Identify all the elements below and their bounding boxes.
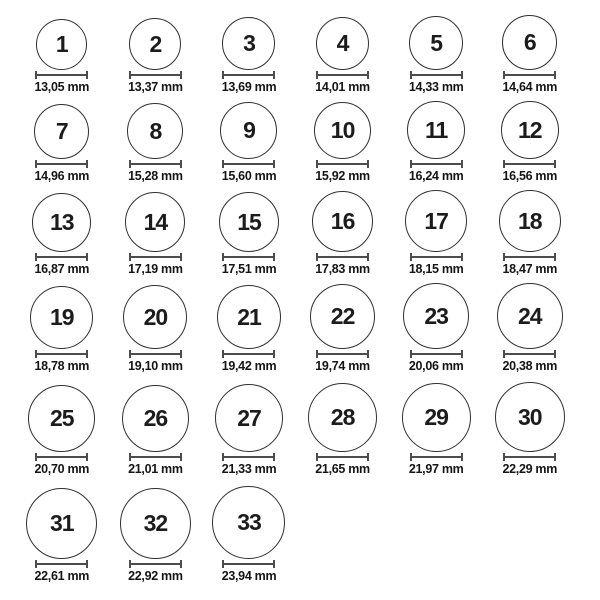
ring-size-number: 28 [330, 404, 355, 430]
ring-size-cell [483, 190, 577, 276]
ring-circle [405, 190, 467, 252]
ring-size-cell [389, 383, 483, 476]
ring-size-number: 15 [237, 208, 261, 235]
ring-size-cell [109, 103, 203, 183]
diameter-label: 16,87 mm [34, 262, 90, 276]
ring-size-number: 29 [424, 404, 448, 430]
ring-circle [402, 383, 471, 452]
diameter-label: 21,65 mm [315, 462, 370, 476]
ring-size-cell [109, 488, 203, 583]
ring-circle [502, 15, 557, 70]
diameter-label: 21,01 mm [128, 462, 183, 476]
ring-circle [220, 102, 277, 159]
diameter-label: 16,24 mm [408, 169, 464, 183]
ring-circle [127, 103, 183, 159]
diameter-measure-line [410, 253, 463, 261]
ring-size-cell [483, 101, 577, 183]
diameter-label: 22,92 mm [128, 569, 183, 583]
ring-circle [409, 16, 463, 70]
ring-size-cell [15, 104, 109, 183]
ring-circle [403, 283, 469, 349]
ring-circle [26, 488, 97, 559]
ring-circle [30, 286, 93, 349]
ring-size-number: 14 [143, 208, 168, 235]
ring-circle [122, 385, 189, 452]
ring-size-number: 9 [243, 117, 255, 143]
chart-row [15, 373, 600, 476]
ring-size-number: 20 [143, 303, 168, 330]
diameter-measure-line [35, 253, 88, 261]
ring-size-cell [389, 16, 483, 94]
diameter-label: 14,64 mm [502, 80, 558, 94]
ring-size-number: 24 [517, 302, 542, 329]
ring-circle [310, 284, 375, 349]
ring-size-cell [296, 383, 390, 476]
diameter-label: 22,61 mm [34, 569, 90, 583]
diameter-label: 14,33 mm [408, 80, 464, 94]
diameter-label: 21,97 mm [408, 462, 464, 476]
ring-size-number: 19 [50, 304, 74, 330]
chart-row [15, 476, 600, 583]
ring-circle [499, 190, 561, 252]
ring-circle [129, 18, 181, 70]
diameter-measure-line [316, 350, 369, 358]
ring-size-number: 21 [237, 303, 261, 330]
diameter-measure-line [129, 350, 182, 358]
ring-size-number: 5 [430, 29, 443, 56]
diameter-measure-line [410, 453, 463, 461]
ring-size-cell [483, 283, 577, 373]
ring-size-cell [202, 384, 296, 476]
diameter-measure-line [503, 350, 556, 358]
diameter-measure-line [222, 160, 275, 168]
ring-size-number: 33 [237, 509, 261, 535]
diameter-measure-line [35, 160, 88, 168]
diameter-label: 17,51 mm [221, 262, 277, 276]
ring-size-cell [202, 17, 296, 94]
chart-row [15, 94, 600, 183]
diameter-label: 23,94 mm [221, 569, 277, 583]
diameter-measure-line [503, 160, 556, 168]
ring-circle [222, 17, 275, 70]
ring-size-number: 17 [424, 207, 448, 234]
ring-size-number: 12 [517, 116, 542, 143]
ring-size-cell [483, 15, 577, 94]
ring-size-cell [109, 385, 203, 476]
diameter-measure-line [503, 253, 556, 261]
ring-size-number: 25 [50, 405, 74, 431]
ring-size-cell [296, 102, 390, 183]
diameter-label: 13,69 mm [221, 80, 277, 94]
ring-size-number: 18 [517, 207, 542, 234]
ring-size-cell [109, 18, 203, 94]
diameter-measure-line [222, 71, 275, 79]
diameter-label: 13,37 mm [128, 80, 183, 94]
ring-size-cell [389, 190, 483, 276]
ring-circle [501, 101, 559, 159]
diameter-label: 15,28 mm [128, 169, 183, 183]
ring-circle [497, 283, 563, 349]
ring-size-cell [389, 283, 483, 373]
ring-size-number: 32 [143, 510, 168, 536]
diameter-measure-line [410, 160, 463, 168]
ring-size-cell [15, 193, 109, 276]
ring-circle [217, 285, 281, 349]
diameter-label: 15,60 mm [221, 169, 277, 183]
diameter-measure-line [410, 350, 463, 358]
diameter-label: 18,78 mm [34, 359, 90, 373]
ring-size-cell [15, 385, 109, 476]
diameter-measure-line [129, 560, 182, 568]
diameter-label: 19,74 mm [315, 359, 370, 373]
chart-row [15, 6, 600, 94]
diameter-measure-line [35, 560, 88, 568]
ring-size-cell [483, 382, 577, 476]
diameter-measure-line [35, 350, 88, 358]
diameter-label: 17,19 mm [128, 262, 183, 276]
diameter-label: 20,70 mm [34, 462, 90, 476]
diameter-measure-line [129, 160, 182, 168]
ring-size-cell [389, 101, 483, 183]
diameter-measure-line [129, 453, 182, 461]
ring-size-cell [296, 191, 390, 276]
ring-size-number: 7 [55, 118, 68, 144]
diameter-label: 14,01 mm [315, 80, 370, 94]
ring-size-cell [15, 19, 109, 94]
diameter-label: 19,10 mm [128, 359, 183, 373]
diameter-measure-line [129, 71, 182, 79]
ring-circle [407, 101, 465, 159]
ring-size-cell [202, 192, 296, 276]
ring-circle [215, 384, 283, 452]
diameter-measure-line [316, 253, 369, 261]
ring-size-number: 3 [243, 30, 255, 56]
diameter-measure-line [129, 253, 182, 261]
diameter-label: 13,05 mm [34, 80, 90, 94]
diameter-label: 20,06 mm [408, 359, 464, 373]
ring-size-cell [296, 17, 390, 94]
ring-size-cell [202, 285, 296, 373]
diameter-label: 19,42 mm [221, 359, 277, 373]
diameter-measure-line [222, 560, 275, 568]
ring-size-cell [202, 486, 296, 583]
ring-circle [36, 19, 87, 70]
ring-circle [120, 488, 191, 559]
ring-circle [316, 17, 369, 70]
diameter-measure-line [316, 453, 369, 461]
ring-size-cell [109, 285, 203, 373]
diameter-measure-line [222, 253, 275, 261]
ring-size-cell [202, 102, 296, 183]
ring-circle [34, 104, 89, 159]
ring-size-cell [296, 284, 390, 373]
chart-row [15, 183, 600, 276]
ring-circle [212, 486, 285, 559]
diameter-measure-line [503, 71, 556, 79]
ring-size-number: 6 [523, 29, 536, 55]
ring-circle [314, 102, 371, 159]
ring-circle [28, 385, 95, 452]
ring-circle [312, 191, 373, 252]
diameter-measure-line [316, 160, 369, 168]
ring-size-cell [15, 488, 109, 583]
ring-circle [32, 193, 91, 252]
ring-circle [219, 192, 279, 252]
ring-size-number: 2 [149, 30, 162, 57]
ring-size-number: 1 [55, 31, 68, 57]
diameter-measure-line [316, 71, 369, 79]
diameter-label: 18,15 mm [408, 262, 464, 276]
ring-size-number: 11 [425, 116, 448, 143]
ring-size-number: 30 [517, 403, 542, 430]
diameter-measure-line [35, 71, 88, 79]
diameter-label: 20,38 mm [502, 359, 558, 373]
diameter-label: 14,96 mm [34, 169, 90, 183]
ring-size-number: 26 [143, 405, 168, 431]
chart-row [15, 276, 600, 373]
diameter-label: 15,92 mm [315, 169, 370, 183]
ring-size-number: 8 [149, 117, 162, 144]
diameter-measure-line [222, 453, 275, 461]
ring-size-number: 10 [330, 117, 355, 143]
ring-circle [308, 383, 377, 452]
diameter-measure-line [222, 350, 275, 358]
ring-size-number: 22 [330, 303, 355, 329]
ring-size-number: 27 [237, 404, 261, 431]
ring-size-number: 16 [330, 208, 355, 234]
ring-size-cell [15, 286, 109, 373]
diameter-label: 21,33 mm [221, 462, 277, 476]
ring-size-cell [109, 192, 203, 276]
diameter-label: 17,83 mm [315, 262, 370, 276]
diameter-label: 16,56 mm [502, 169, 558, 183]
ring-circle [123, 285, 187, 349]
ring-size-number: 13 [50, 209, 74, 235]
ring-size-number: 4 [336, 30, 349, 56]
ring-circle [125, 192, 185, 252]
diameter-label: 18,47 mm [502, 262, 558, 276]
diameter-measure-line [410, 71, 463, 79]
diameter-measure-line [503, 453, 556, 461]
ring-size-number: 31 [50, 510, 74, 536]
diameter-measure-line [35, 453, 88, 461]
ring-circle [495, 382, 565, 452]
ring-size-number: 23 [424, 302, 448, 329]
diameter-label: 22,29 mm [502, 462, 558, 476]
